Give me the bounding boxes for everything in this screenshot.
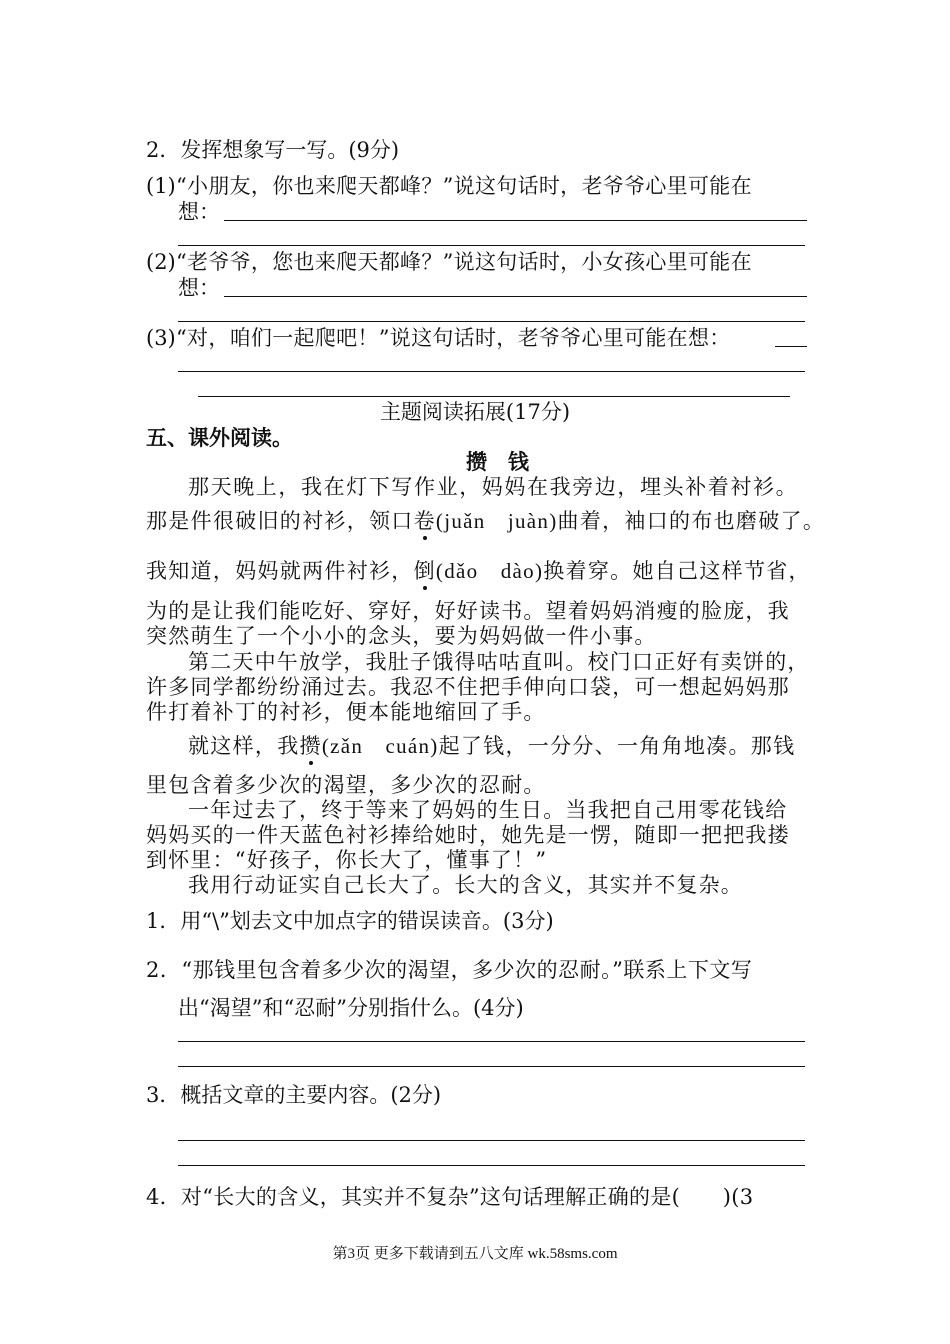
reading-question-4: 4．对“长大的含义，其实并不复杂”这句话理解正确的是( )(3 [146, 1185, 754, 1209]
answer-line[interactable] [198, 396, 790, 397]
part-title: 五、课外阅读。 [146, 425, 293, 450]
article-line: 我用行动证实自己长大了。长大的含义，其实并不复杂。 [188, 873, 743, 897]
question-2-title: 2．发挥想象写一写。(9分) [146, 138, 400, 162]
reading-question-2-cont: 出“渴望”和“忍耐”分别指什么。(4分) [178, 996, 524, 1020]
dotted-character: 倒 [413, 559, 436, 583]
dotted-character: 攒 [299, 734, 322, 758]
article-line: 那天晚上，我在灯下写作业，妈妈在我旁边，埋头补着衬衫。 [188, 475, 799, 499]
article-line: 妈妈买的一件天蓝色衬衫捧给她时，她先是一愣，随即一把把我搂 [146, 823, 790, 847]
article-line: 件打着补丁的衬衫，便本能地缩回了手。 [146, 700, 546, 724]
q2-item-3-number: (3) [146, 326, 176, 350]
reading-question-2: 2．“那钱里包含着多少次的渴望，多少次的忍耐。”联系上下文写 [146, 958, 753, 982]
answer-line[interactable] [178, 1165, 805, 1166]
q2-item-1-label: 想： [178, 200, 220, 224]
answer-line[interactable] [178, 1066, 805, 1067]
article-line: 一年过去了，终于等来了妈妈的生日。当我把自己用零花钱给 [188, 798, 788, 822]
q2-item-2-label: 想： [178, 276, 220, 300]
article-text: 就这样，我 [188, 734, 300, 758]
page-footer: 第3页 更多下载请到五八文库 wk.58sms.com [332, 1246, 618, 1262]
article-text: 我知道，妈妈就两件衬衫， [146, 559, 414, 583]
dotted-character: 卷 [413, 509, 436, 533]
q2-item-3-text: “对，咱们一起爬吧！”说这句话时，老爷爷心里可能在想： [176, 326, 731, 350]
answer-line[interactable] [178, 1041, 805, 1042]
article-text: 那是件很破旧的衬衫，领口 [146, 509, 414, 533]
article-line: 里包含着多少次的渴望，多少次的忍耐。 [146, 773, 546, 797]
answer-line[interactable] [178, 245, 805, 246]
article-title: 攒 钱 [466, 449, 529, 474]
q2-item-2-text: “老爷爷，您也来爬天都峰？”说这句话时，小女孩心里可能在 [176, 250, 752, 274]
q2-item-1-text: “小朋友，你也来爬天都峰？”说这句话时，老爷爷心里可能在 [176, 174, 752, 198]
article-line [146, 558, 811, 584]
answer-line[interactable] [178, 321, 805, 322]
q2-item-2-number: (2) [146, 250, 176, 274]
answer-line[interactable] [224, 296, 807, 297]
pinyin-options: (juǎn juàn)曲着，袖口的布也磨破了。 [435, 509, 826, 533]
answer-line[interactable] [224, 220, 807, 221]
answer-line[interactable] [178, 1140, 805, 1141]
q2-item-1-number: (1) [146, 174, 176, 198]
pinyin-options: (zǎn cuán)起了钱，一分分、一角角地凑。那钱 [321, 734, 796, 758]
article-line [146, 508, 825, 534]
article-line: 许多同学都纷纷涌过去。我忍不住把手伸向口袋，可一想起妈妈那 [146, 675, 790, 699]
article-line: 突然萌生了一个小小的念头，要为妈妈做一件小事。 [146, 624, 657, 648]
article-line: 到怀里：“好孩子，你长大了，懂事了！” [146, 848, 548, 872]
reading-question-3: 3．概括文章的主要内容。(2分) [146, 1083, 442, 1107]
article-line: 第二天中午放学，我肚子饿得咕咕直叫。校门口正好有卖饼的， [188, 650, 810, 674]
article-line: 为的是让我们能吃好、穿好，好好读书。望着妈妈消瘦的脸庞，我 [146, 599, 790, 623]
answer-line[interactable] [178, 371, 805, 372]
reading-question-1: 1．用“\”划去文中加点字的错误读音。(3分) [146, 909, 554, 933]
answer-line[interactable] [775, 346, 807, 347]
article-line [188, 733, 795, 759]
pinyin-options: (dǎo dào)换着穿。她自己这样节省， [435, 559, 811, 583]
section-heading: 主题阅读拓展(17分) [379, 400, 571, 424]
